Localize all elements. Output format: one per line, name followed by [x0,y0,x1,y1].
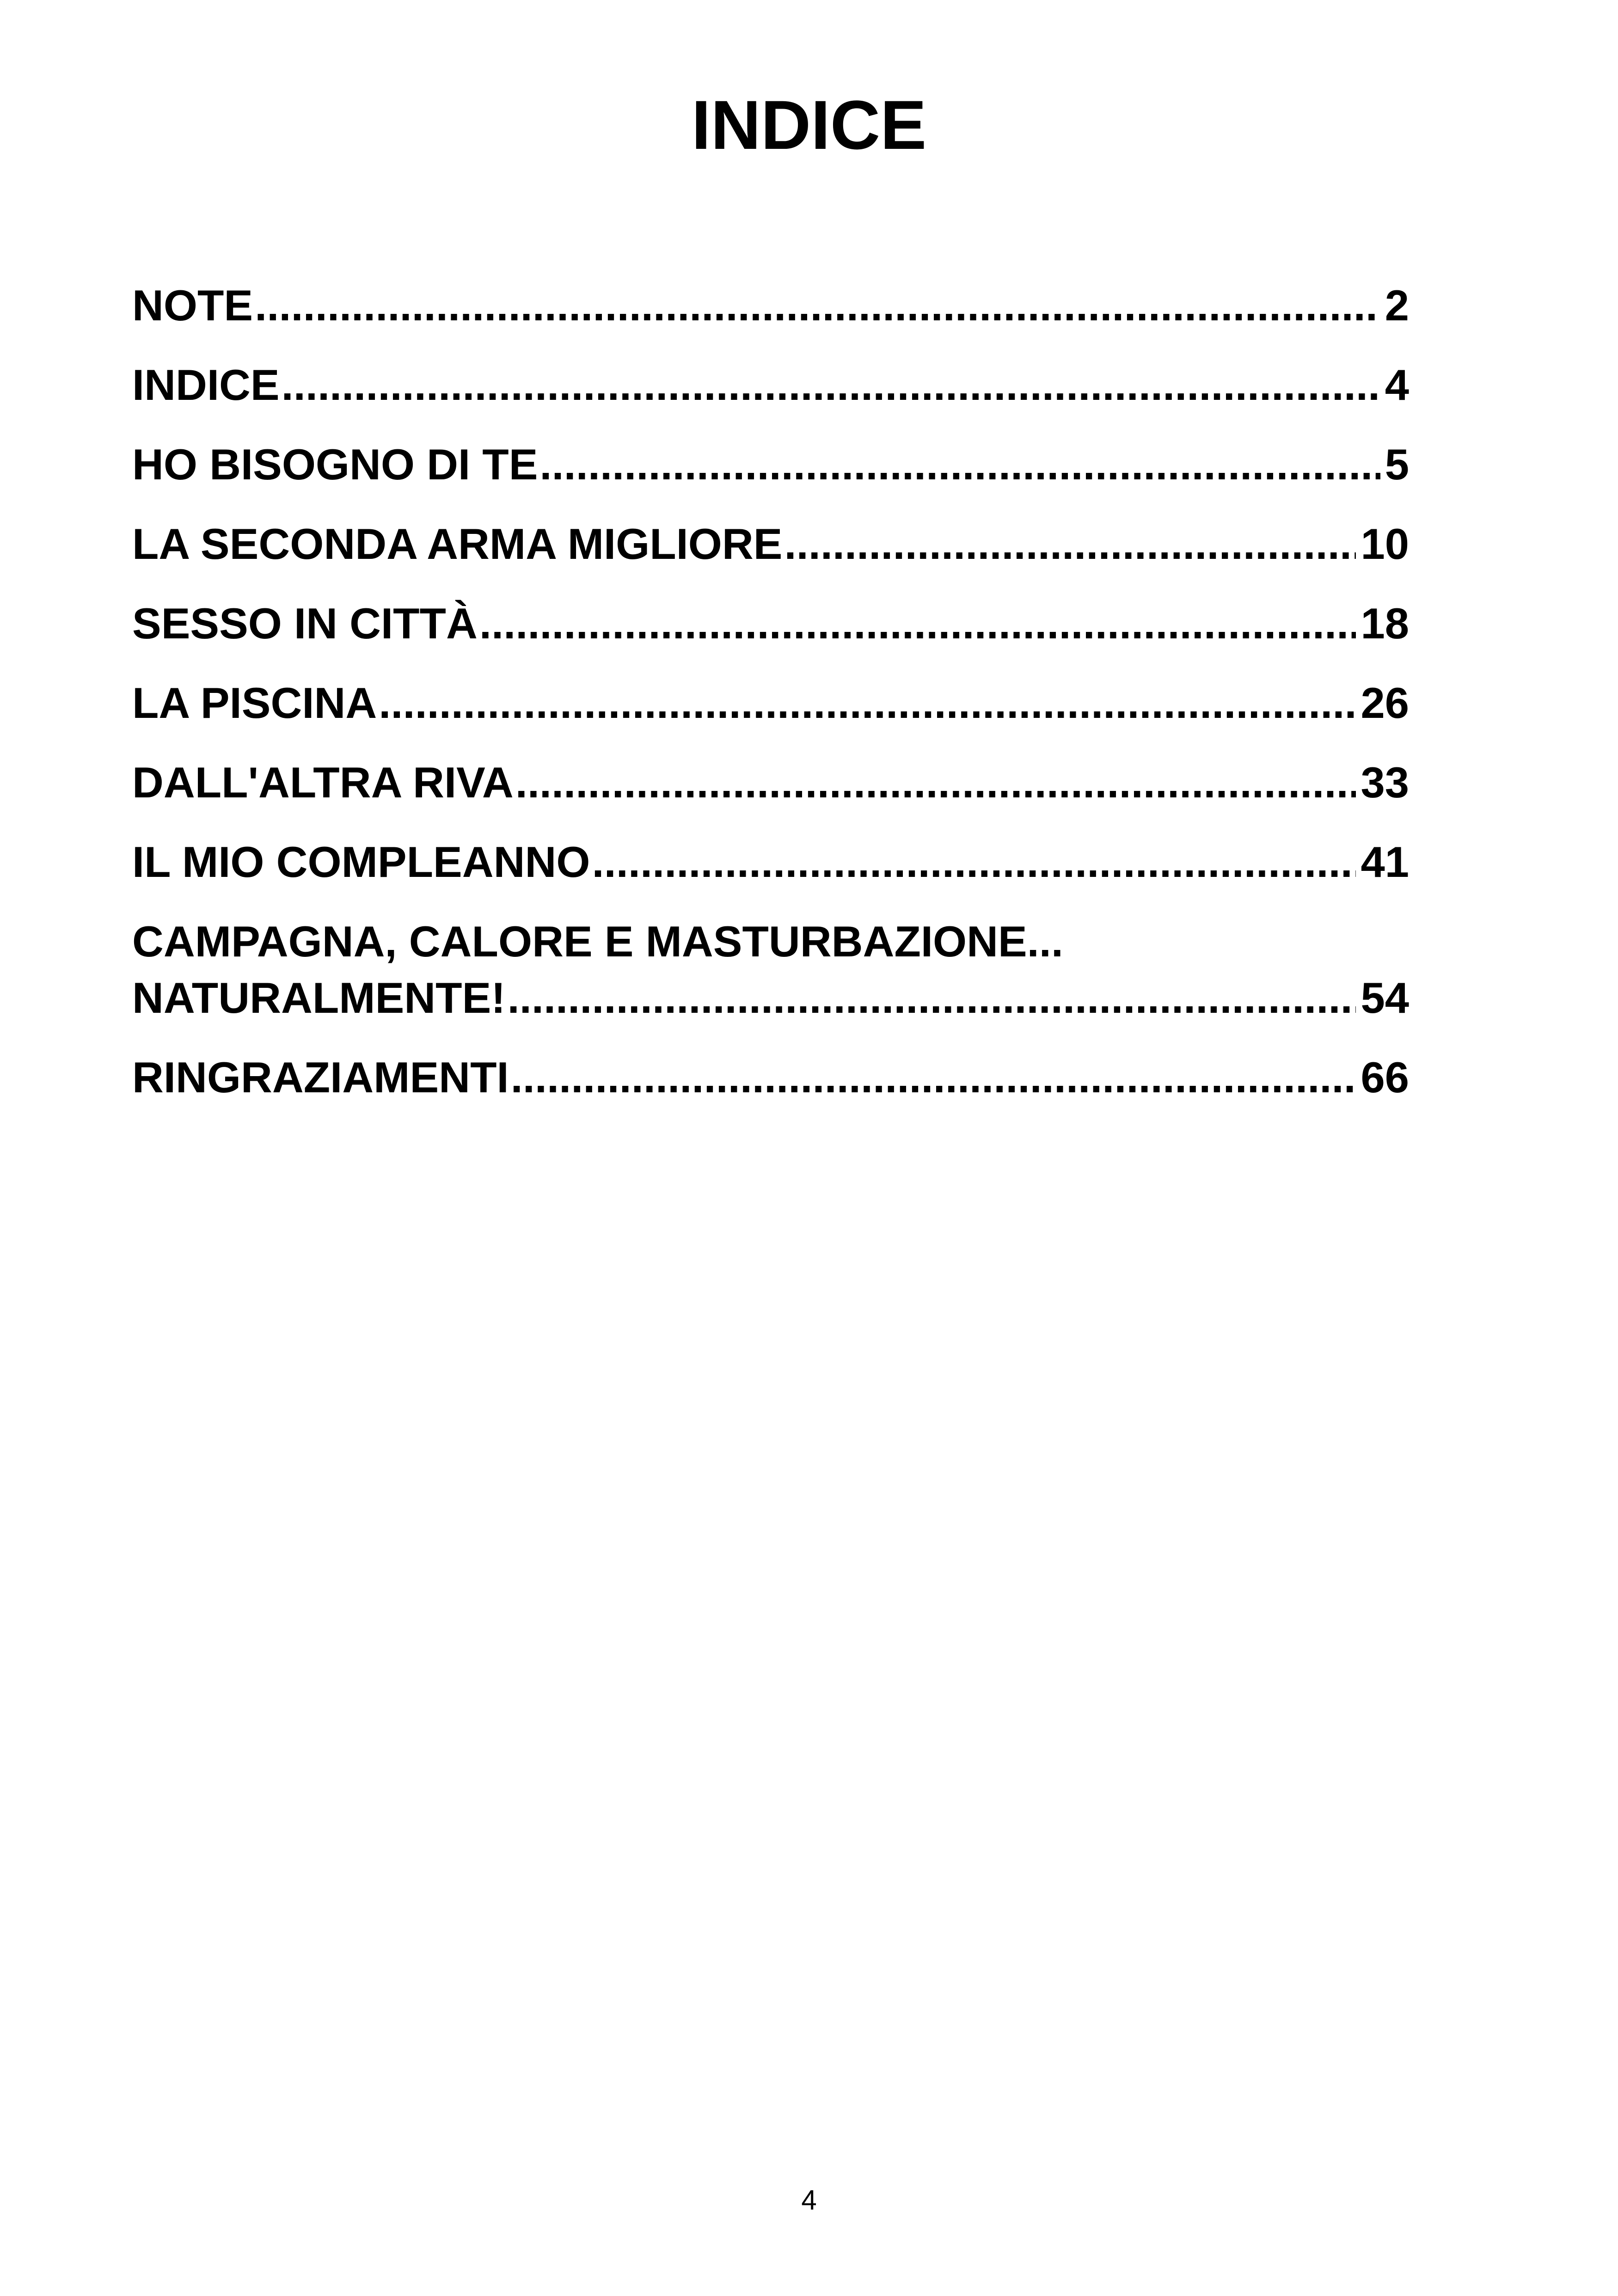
toc-entry-page: 33 [1361,758,1409,807]
toc-entry[interactable] [132,436,1409,493]
toc-entry-title: HO BISOGNO DI TE [132,440,538,489]
toc-entry-title: INDICE [132,361,280,409]
toc-entry-title: LA PISCINA [132,679,377,727]
toc-entry-title-line1: CAMPAGNA, CALORE E MASTURBAZIONE... [132,917,1064,966]
toc-dot-leader [511,1049,1356,1106]
toc-entry-page: 26 [1361,679,1409,727]
toc-entry-title: NOTE [132,281,253,330]
page-number: 4 [801,2185,817,2216]
table-of-contents [132,277,1409,1129]
toc-entry-page: 54 [1361,974,1409,1022]
toc-dot-leader [255,277,1380,334]
toc-dot-leader [282,357,1380,413]
toc-entry-title: LA SECONDA ARMA MIGLIORE [132,520,783,568]
toc-entry-title: SESSO IN CITTÀ [132,599,478,648]
toc-entry[interactable] [132,516,1409,572]
toc-entry[interactable] [132,834,1409,890]
toc-entry-page: 10 [1361,520,1409,568]
toc-entry-page: 41 [1361,838,1409,886]
toc-entry-title: IL MIO COMPLEANNO [132,838,590,886]
toc-dot-leader [539,436,1380,493]
toc-entry-page: 4 [1385,361,1409,409]
toc-entry[interactable] [132,1049,1409,1106]
toc-entry-page: 2 [1385,281,1409,330]
toc-dot-leader [515,754,1356,811]
toc-entry-title: DALL'ALTRA RIVA [132,758,514,807]
toc-entry[interactable] [132,595,1409,652]
toc-entry-page: 18 [1361,599,1409,648]
toc-entry[interactable] [132,913,1409,1026]
toc-dot-leader [592,834,1356,890]
toc-entry[interactable] [132,675,1409,731]
toc-entry-page: 5 [1385,440,1409,489]
toc-entry-page: 66 [1361,1053,1409,1102]
toc-dot-leader [784,516,1356,572]
toc-entry-title: RINGRAZIAMENTI [132,1053,509,1102]
toc-dot-leader [508,970,1356,1026]
toc-entry[interactable] [132,754,1409,811]
toc-entry[interactable] [132,277,1409,334]
toc-entry[interactable] [132,357,1409,413]
toc-dot-leader [379,675,1356,731]
toc-dot-leader [479,595,1356,652]
page-title: INDICE [691,86,927,164]
toc-entry-title: NATURALMENTE! [132,974,506,1022]
